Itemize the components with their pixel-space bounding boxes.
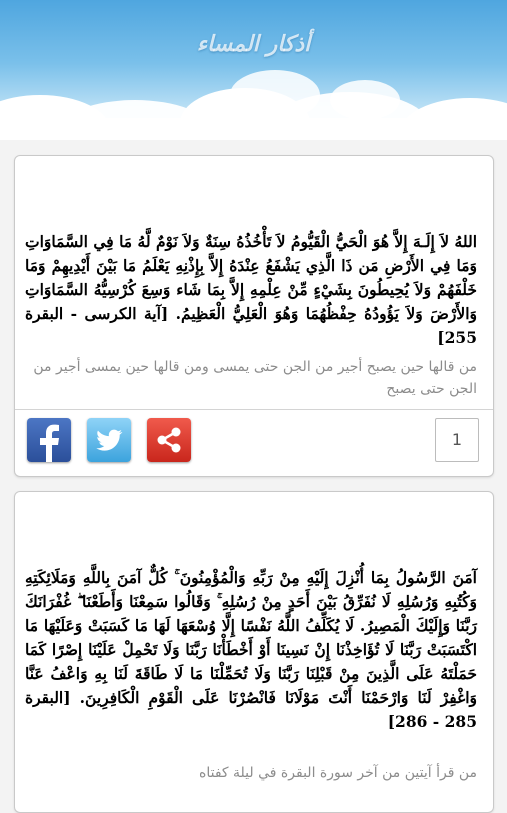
facebook-share-button[interactable] (27, 418, 71, 462)
dhikr-note: من قرأ آيتين من آخر سورة البقرة في ليلة كفتاه (199, 765, 477, 781)
dhikr-text: آمَنَ الرَّسُولُ بِمَا أُنْزِلَ إِلَيْهِ مِنْ رَبِّهِ وَالْمُؤْمِنُونَ ۚ كُلٌّ آمَنَ بِاللَّهِ وَمَلَائِكَتِهِ وَكُتُبِهِ وَرُسُلِهِ لَا نُفَرِّقُ بَيْنَ أَحَدٍ مِنْ رُسُلِهِ ۚ وَقَالُوا سَمِعْنَا وَأَطَعْنَا ۖ غُفْرَانَكَ رَبَّنَا وَإِلَيْكَ الْمَصِيرُ. لَا يُكَلِّفُ اللَّهُ نَفْسًا إِلَّا وُسْعَهَا لَهَا مَا كَسَبَتْ وَعَلَيْهَا مَا اكْتَسَبَتْ رَبَّنَا لَا تُؤَاخِذْنَا إِنْ نَسِينَا أَوْ أَخْطَأْنَا رَبَّنَا وَلَا تَحْمِلْ عَلَيْنَا إِصْرًا كَمَا حَمَلْتَهُ عَلَى الَّذِينَ مِنْ قَبْلِنَا رَبَّنَا وَلَا تُحَمِّلْنَا مَا لَا طَاقَةَ لَنَا بِهِ وَاعْفُ عَنَّا وَاغْفِرْ لَنَا وَارْحَمْنَا أَنْتَ مَوْلَانَا فَانْصُرْنَا عَلَى الْقَوْمِ الْكَافِرِينَ. [البقرة 285 - 286] (25, 568, 477, 731)
repeat-counter[interactable]: 1 (435, 418, 479, 462)
dhikr-card (14, 491, 494, 813)
twitter-share-button[interactable] (87, 418, 131, 462)
dhikr-text: اللهُ لاَ إِلَـهَ إِلاَّ هُوَ الْحَيُّ الْقَيُّومُ لاَ تَأْخُذُهُ سِنَةٌ وَلاَ نَوْمٌ لَّهُ مَا فِي السَّمَاوَاتِ وَمَا فِي الأَرْضِ مَن ذَا الَّذِي يَشْفَعُ عِنْدَهُ إِلاَّ بِإِذْنِهِ يَعْلَمُ مَا بَيْنَ أَيْدِيهِمْ وَمَا خَلْفَهُمْ وَلاَ يُحِيطُونَ بِشَيْءٍ مِّنْ عِلْمِهِ إِلاَّ بِمَا شَاء وَسِعَ كُرْسِيُّهُ السَّمَاوَاتِ وَالأَرْضَ وَلاَ يَؤُودُهُ حِفْظُهُمَا وَهُوَ الْعَلِيُّ الْعَظِيمُ. [آية الكرسى - البقرة 255] (25, 232, 477, 347)
page-title: أذكار المساء (196, 32, 311, 57)
header-banner (0, 0, 507, 140)
share-icon (147, 418, 191, 462)
dhikr-card (14, 155, 494, 477)
facebook-icon (27, 418, 71, 462)
twitter-icon (87, 418, 131, 462)
dhikr-note: من قالها حين يصبح أجير من الجن حتى يمسى ومن قالها حين يمسى أجير من الجن حتى يصبح (33, 359, 477, 397)
share-button[interactable] (147, 418, 191, 462)
divider (15, 409, 493, 410)
